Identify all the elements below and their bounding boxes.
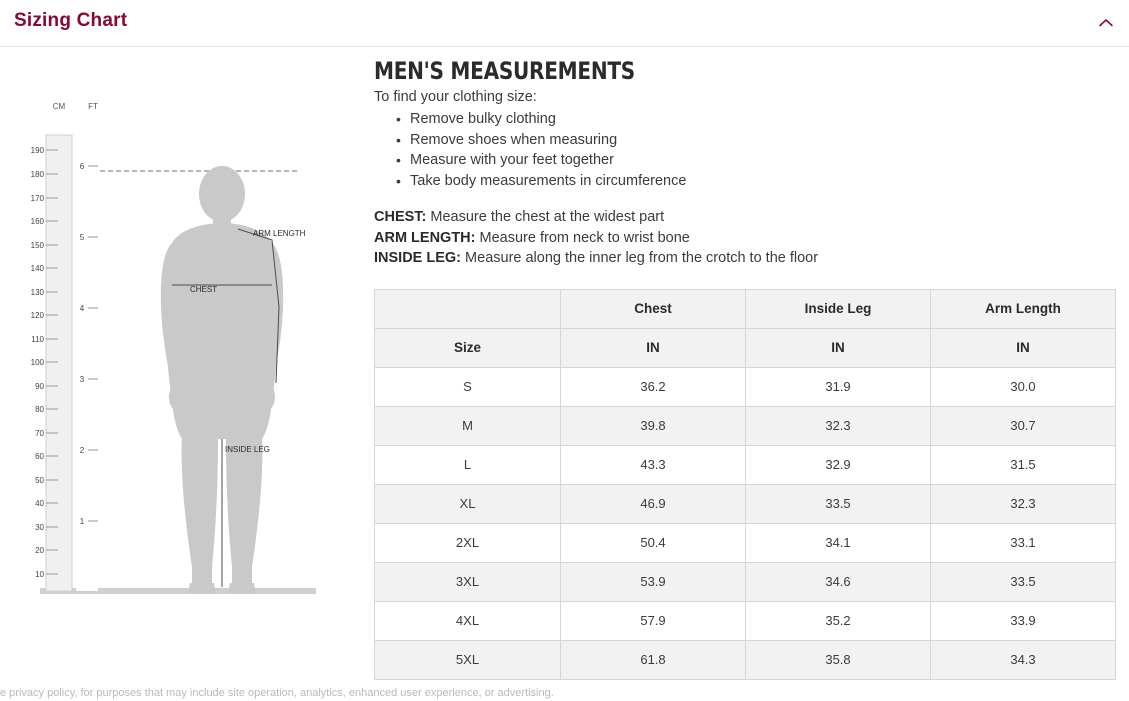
cell-inside-leg: 31.9	[746, 367, 931, 406]
svg-text:CM: CM	[52, 102, 66, 111]
list-item: • Take body measurements in circumference	[396, 171, 1116, 192]
table-row	[375, 445, 1116, 484]
table-header-chest: Chest	[561, 289, 746, 328]
size-table	[374, 289, 1116, 680]
label-chest: CHEST	[190, 285, 218, 294]
cell-arm-length: 33.1	[931, 523, 1116, 562]
cell-arm-length: 33.5	[931, 562, 1116, 601]
definition-description: Measure along the inner leg from the crotch to the floor	[465, 250, 819, 266]
cell-arm-length: 34.3	[931, 640, 1116, 679]
measurement-figure	[0, 47, 360, 647]
table-row	[375, 640, 1116, 679]
table-header-blank	[375, 289, 561, 328]
svg-text:1: 1	[79, 517, 85, 526]
svg-text:40: 40	[35, 499, 44, 508]
definition-term: INSIDE LEG:	[374, 250, 462, 266]
svg-text:20: 20	[35, 546, 44, 555]
measurements-title: MEN'S MEASUREMENTS	[374, 57, 635, 85]
svg-text:70: 70	[35, 429, 44, 438]
cell-arm-length: 33.9	[931, 601, 1116, 640]
cell-arm-length: 32.3	[931, 484, 1116, 523]
table-header-size: Size	[375, 328, 561, 367]
svg-text:120: 120	[30, 311, 44, 320]
svg-text:5: 5	[79, 233, 85, 242]
cell-chest: 46.9	[561, 484, 746, 523]
cell-inside-leg: 34.6	[746, 562, 931, 601]
chevron-up-icon[interactable]	[1095, 12, 1117, 34]
svg-text:2: 2	[79, 446, 85, 455]
definition-inside-leg	[374, 248, 1116, 269]
cell-chest: 39.8	[561, 406, 746, 445]
measurements-info	[374, 57, 1116, 680]
cell-size: L	[375, 445, 561, 484]
table-row	[375, 406, 1116, 445]
definition-term: CHEST:	[374, 209, 427, 225]
sizing-chart-content	[0, 47, 1129, 701]
page-title: Sizing Chart	[14, 10, 128, 31]
table-header-inside-leg-unit: IN	[746, 328, 931, 367]
sizing-chart-header	[0, 0, 1129, 47]
table-header-arm-length-unit: IN	[931, 328, 1116, 367]
cell-chest: 50.4	[561, 523, 746, 562]
cell-chest: 43.3	[561, 445, 746, 484]
cell-size: 2XL	[375, 523, 561, 562]
cell-inside-leg: 34.1	[746, 523, 931, 562]
svg-text:FT: FT	[88, 102, 98, 111]
definition-arm-length	[374, 228, 1116, 249]
svg-text:10: 10	[35, 570, 44, 579]
table-row	[375, 562, 1116, 601]
svg-text:4: 4	[79, 304, 85, 313]
measurement-definitions	[374, 207, 1116, 269]
svg-text:30: 30	[35, 523, 44, 532]
svg-text:50: 50	[35, 476, 44, 485]
cell-inside-leg: 32.3	[746, 406, 931, 445]
table-row	[375, 484, 1116, 523]
table-row	[375, 367, 1116, 406]
measurement-tips-list	[376, 109, 1116, 191]
svg-text:60: 60	[35, 452, 44, 461]
svg-text:180: 180	[30, 170, 44, 179]
cell-inside-leg: 33.5	[746, 484, 931, 523]
svg-text:140: 140	[30, 264, 44, 273]
definition-description: Measure the chest at the widest part	[430, 209, 665, 225]
list-item: • Remove shoes when measuring	[396, 130, 1116, 151]
list-item: • Measure with your feet together	[396, 150, 1116, 171]
svg-text:160: 160	[30, 217, 44, 226]
cell-arm-length: 31.5	[931, 445, 1116, 484]
cell-size: 5XL	[375, 640, 561, 679]
cell-inside-leg: 32.9	[746, 445, 931, 484]
svg-text:3: 3	[79, 375, 85, 384]
definition-description: Measure from neck to wrist bone	[479, 229, 690, 246]
label-arm-length: ARM LENGTH	[253, 229, 306, 238]
table-header-row-units	[375, 328, 1116, 367]
svg-text:190: 190	[30, 146, 44, 155]
svg-text:100: 100	[30, 358, 44, 367]
svg-text:150: 150	[30, 241, 44, 250]
table-header-chest-unit: IN	[561, 328, 746, 367]
table-row	[375, 601, 1116, 640]
svg-text:90: 90	[35, 382, 44, 391]
svg-text:130: 130	[30, 288, 44, 297]
cell-arm-length: 30.0	[931, 367, 1116, 406]
cell-chest: 57.9	[561, 601, 746, 640]
cell-size: 3XL	[375, 562, 561, 601]
table-row	[375, 523, 1116, 562]
cell-chest: 53.9	[561, 562, 746, 601]
cell-size: S	[375, 367, 561, 406]
svg-text:80: 80	[35, 405, 44, 414]
table-header-row-measurements	[375, 289, 1116, 328]
measurements-lead: To find your clothing size:	[374, 89, 537, 105]
table-header-arm-length: Arm Length	[931, 289, 1116, 328]
cell-size: 4XL	[375, 601, 561, 640]
cell-size: XL	[375, 484, 561, 523]
svg-text:110: 110	[31, 335, 44, 344]
list-item: • Remove bulky clothing	[396, 109, 1116, 130]
body-diagram-svg	[0, 47, 360, 647]
cell-inside-leg: 35.2	[746, 601, 931, 640]
cell-chest: 36.2	[561, 367, 746, 406]
definition-term: ARM LENGTH:	[374, 229, 476, 246]
privacy-footer-text: e privacy policy, for purposes that may include site operation, analytics, enhanced user experience, or advertising.	[0, 687, 554, 699]
cell-size: M	[375, 406, 561, 445]
definition-chest	[374, 207, 1116, 228]
svg-text:170: 170	[30, 194, 44, 203]
label-inside-leg: INSIDE LEG	[225, 445, 270, 454]
cell-inside-leg: 35.8	[746, 640, 931, 679]
svg-text:6: 6	[79, 162, 85, 171]
table-header-inside-leg: Inside Leg	[746, 289, 931, 328]
cell-chest: 61.8	[561, 640, 746, 679]
cell-arm-length: 30.7	[931, 406, 1116, 445]
